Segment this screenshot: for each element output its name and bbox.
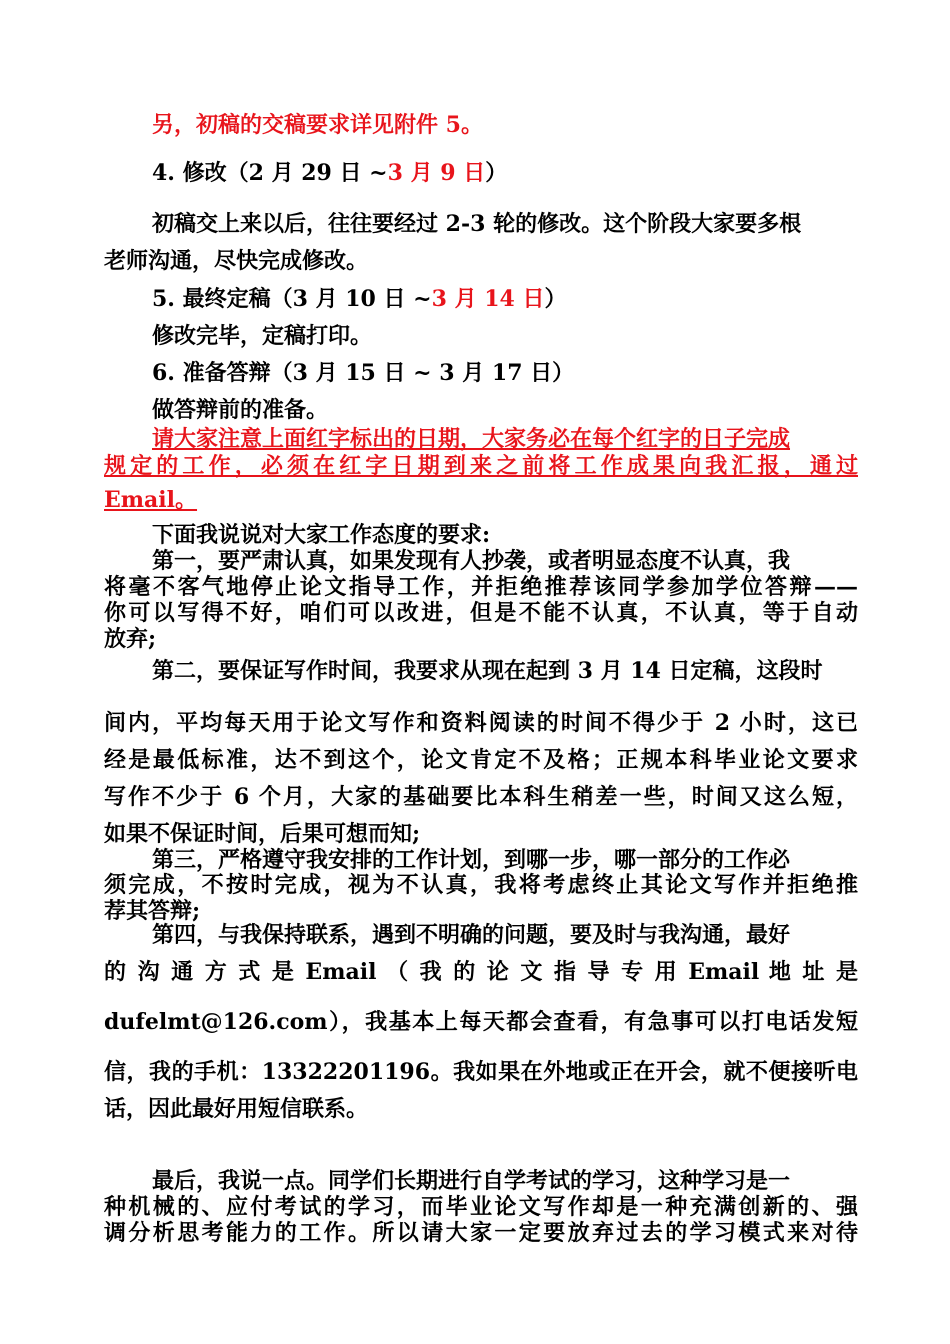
paragraph-line: 第二，要保证写作时间，我要求从现在起到 3 月 14 日定稿，这段时: [152, 658, 823, 684]
paragraph-line: 下面我说说对大家工作态度的要求:: [152, 522, 491, 548]
paragraph-line: 老师沟通，尽快完成修改。: [104, 248, 369, 274]
paragraph-line: 第四，与我保持联系，遇到不明确的问题，要及时与我沟通，最好: [152, 922, 791, 948]
step-5-heading: [152, 285, 567, 313]
step-5-close: ）: [544, 286, 567, 312]
attachment-note: 另，初稿的交稿要求详见附件 5。: [152, 112, 483, 138]
step-4-label: 4. 修改（2 月 29 日 ~: [152, 160, 388, 186]
paragraph-line: dufelmt@126.com），我基本上每天都会查看，有急事可以打电话发短: [104, 1009, 858, 1035]
step-4-deadline: 3 月 9 日: [387, 160, 486, 186]
paragraph-line: 信，我的手机：13322201196。我如果在外地或正在开会，就不便接听电: [104, 1059, 858, 1085]
paragraph-line: 将毫不客气地停止论文指导工作，并拒绝推荐该同学参加学位答辩——: [104, 574, 858, 600]
paragraph-line: 放弃;: [104, 626, 157, 652]
paragraph-line: 第一，要严肃认真，如果发现有人抄袭，或者明显态度不认真，我: [152, 548, 791, 574]
red-notice-line: 规定的工作，必须在红字日期到来之前将工作成果向我汇报，通过: [104, 453, 858, 479]
paragraph-line: 如果不保证时间，后果可想而知;: [104, 821, 421, 847]
step-4-close: ）: [485, 160, 508, 186]
step-4-heading: [152, 159, 507, 187]
paragraph-line: 写作不少于 6 个月，大家的基础要比本科生稍差一些，时间又这么短，: [104, 784, 858, 810]
paragraph-line: 间内，平均每天用于论文写作和资料阅读的时间不得少于 2 小时，这已: [104, 710, 858, 736]
paragraph-line: 荐其答辩;: [104, 898, 201, 924]
paragraph-line: 做答辩前的准备。: [152, 397, 329, 423]
paragraph-line: 须完成，不按时完成，视为不认真，我将考虑终止其论文写作并拒绝推: [104, 872, 858, 898]
paragraph-line: 第三，严格遵守我安排的工作计划，到哪一步，哪一部分的工作必: [152, 847, 791, 873]
paragraph-line: 修改完毕，定稿打印。: [152, 323, 373, 349]
paragraph-line: 话，因此最好用短信联系。: [104, 1096, 369, 1122]
paragraph-line: 最后，我说一点。同学们长期进行自学考试的学习，这种学习是一: [152, 1168, 791, 1194]
red-notice-line: 请大家注意上面红字标出的日期，大家务必在每个红字的日子完成: [152, 426, 791, 452]
paragraph-line: 的 沟 通 方 式 是 Email （ 我 的 论 文 指 导 专 用 Email 地 址 是: [104, 959, 858, 985]
paragraph-line: 调分析思考能力的工作。所以请大家一定要放弃过去的学习模式来对待: [104, 1220, 858, 1246]
paragraph-line: 经是最低标准，达不到这个，论文肯定不及格；正规本科毕业论文要求: [104, 747, 858, 773]
step-5-label: 5. 最终定稿（3 月 10 日 ~: [152, 286, 432, 312]
paragraph-line: 你可以写得不好，咱们可以改进，但是不能不认真，不认真，等于自动: [104, 600, 858, 626]
paragraph-line: 种机械的、应付考试的学习，而毕业论文写作却是一种充满创新的、强: [104, 1194, 858, 1220]
step-6-heading: 6. 准备答辩（3 月 15 日 ~ 3 月 17 日）: [152, 360, 575, 386]
step-5-deadline: 3 月 14 日: [431, 286, 545, 312]
red-notice-line: Email。: [104, 487, 198, 513]
paragraph-line: 初稿交上来以后，往往要经过 2-3 轮的修改。这个阶段大家要多根: [152, 211, 802, 237]
